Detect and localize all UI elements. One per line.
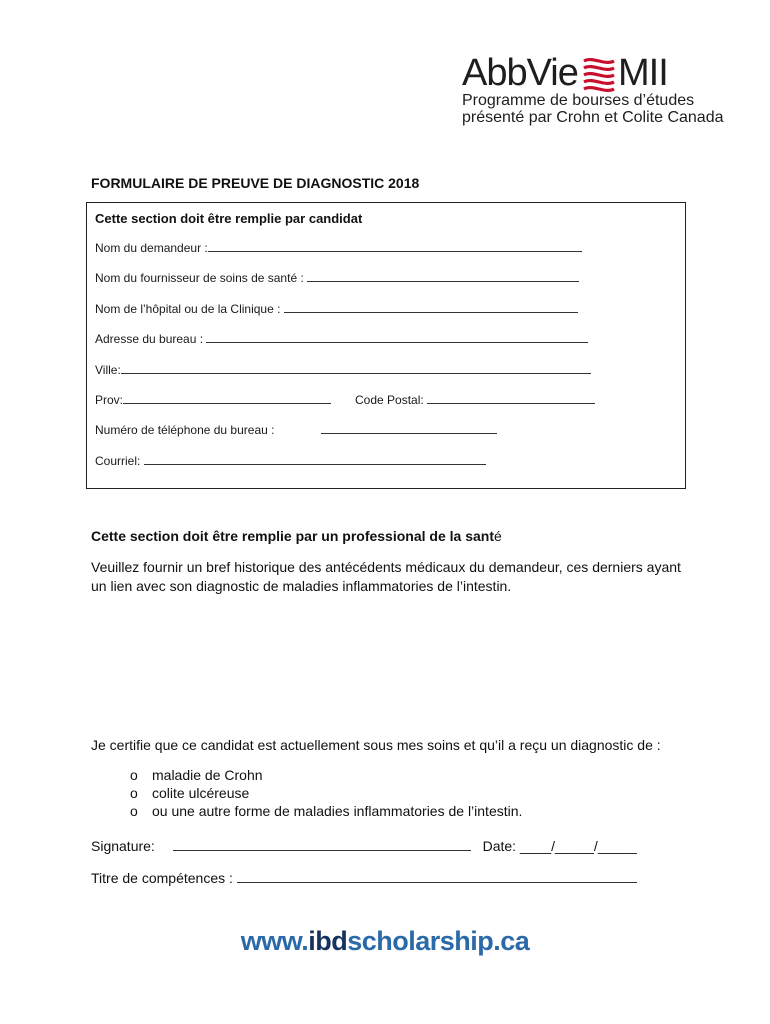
website-domain: scholarship.ca: [347, 926, 530, 956]
professional-section-heading: [91, 528, 502, 544]
abbvie-logo: [462, 52, 732, 128]
provider-name-line[interactable]: [307, 271, 579, 282]
province-line[interactable]: [123, 393, 331, 404]
city-label: Ville:: [95, 363, 121, 377]
postal-code-line[interactable]: [427, 393, 595, 404]
office-phone-label: Numéro de téléphone du bureau :: [95, 423, 275, 437]
option-label: colite ulcéreuse: [152, 785, 250, 801]
date-blank[interactable]: ____/_____/_____: [519, 838, 637, 854]
city-line[interactable]: [121, 363, 591, 374]
office-address-field[interactable]: [95, 332, 588, 346]
hospital-name-line[interactable]: [284, 302, 578, 313]
ribbon-mark-icon: [581, 57, 617, 93]
hospital-name-field[interactable]: [95, 302, 578, 316]
city-field[interactable]: [95, 363, 591, 377]
email-line[interactable]: [144, 454, 486, 465]
office-address-label: Adresse du bureau :: [95, 332, 204, 346]
signature-line[interactable]: [173, 840, 471, 851]
credentials-row: [91, 870, 637, 886]
province-field[interactable]: [95, 393, 331, 407]
medical-history-instructions: Veuillez fournir un bref historique des antécédents médicaux du demandeur, ces derniers ayant un lien avec son diagnostic de maladies inflammatories de l’intestin.: [91, 559, 681, 594]
credentials-label: Titre de compétences :: [91, 870, 233, 886]
applicant-name-line[interactable]: [208, 241, 582, 252]
logo-program-line: Programme de bourses d’études: [462, 92, 695, 109]
option-bullet: o: [130, 803, 138, 819]
provider-name-field[interactable]: [95, 271, 579, 285]
logo-abbvie-text: AbbVie: [462, 52, 578, 94]
option-bullet: o: [130, 785, 138, 801]
credentials-line[interactable]: [237, 872, 637, 883]
office-phone-line-wrap[interactable]: [321, 423, 497, 437]
office-address-line[interactable]: [206, 332, 588, 343]
signature-row: [91, 838, 637, 854]
postal-code-field[interactable]: [355, 393, 595, 407]
option-label: maladie de Crohn: [152, 767, 263, 783]
provider-name-label: Nom du fournisseur de soins de santé :: [95, 271, 304, 285]
diagnosis-option-other[interactable]: [130, 803, 522, 821]
website-prefix: www.: [240, 926, 309, 956]
diagnosis-option-colitis[interactable]: [130, 785, 522, 803]
email-field[interactable]: [95, 454, 486, 468]
option-label: ou une autre forme de maladies inflammatories de l’intestin.: [152, 803, 523, 819]
professional-heading-last-letter: é: [494, 528, 502, 544]
option-bullet: o: [130, 767, 138, 783]
diagnosis-options-list: [130, 767, 522, 821]
postal-code-label: Code Postal:: [355, 393, 424, 407]
logo-mii-text: MII: [618, 52, 668, 94]
certification-statement: Je certifie que ce candidat est actuellement sous mes soins et qu’il a reçu un diagnostic de :: [91, 737, 661, 753]
diagnosis-option-crohn[interactable]: [130, 767, 522, 785]
office-phone-line[interactable]: [321, 423, 497, 434]
website-ibd: ibd: [308, 926, 348, 956]
signature-label: Signature:: [91, 838, 155, 854]
office-phone-field[interactable]: [95, 423, 274, 437]
logo-presenter-line: présenté par Crohn et Colite Canada: [462, 109, 724, 126]
form-title: FORMULAIRE DE PREUVE DE DIAGNOSTIC 2018: [91, 175, 420, 191]
website-url[interactable]: [0, 926, 770, 957]
applicant-name-label: Nom du demandeur :: [95, 241, 208, 255]
applicant-name-field[interactable]: [95, 241, 582, 255]
applicant-section-heading: Cette section doit être remplie par candidat: [95, 211, 363, 226]
province-label: Prov:: [95, 393, 124, 407]
email-label: Courriel:: [95, 454, 141, 468]
applicant-section: [86, 202, 686, 489]
professional-heading-main: Cette section doit être remplie par un professional de la sant: [91, 528, 494, 544]
date-label: Date:: [482, 838, 517, 854]
hospital-name-label: Nom de l’hôpital ou de la Clinique :: [95, 302, 281, 316]
